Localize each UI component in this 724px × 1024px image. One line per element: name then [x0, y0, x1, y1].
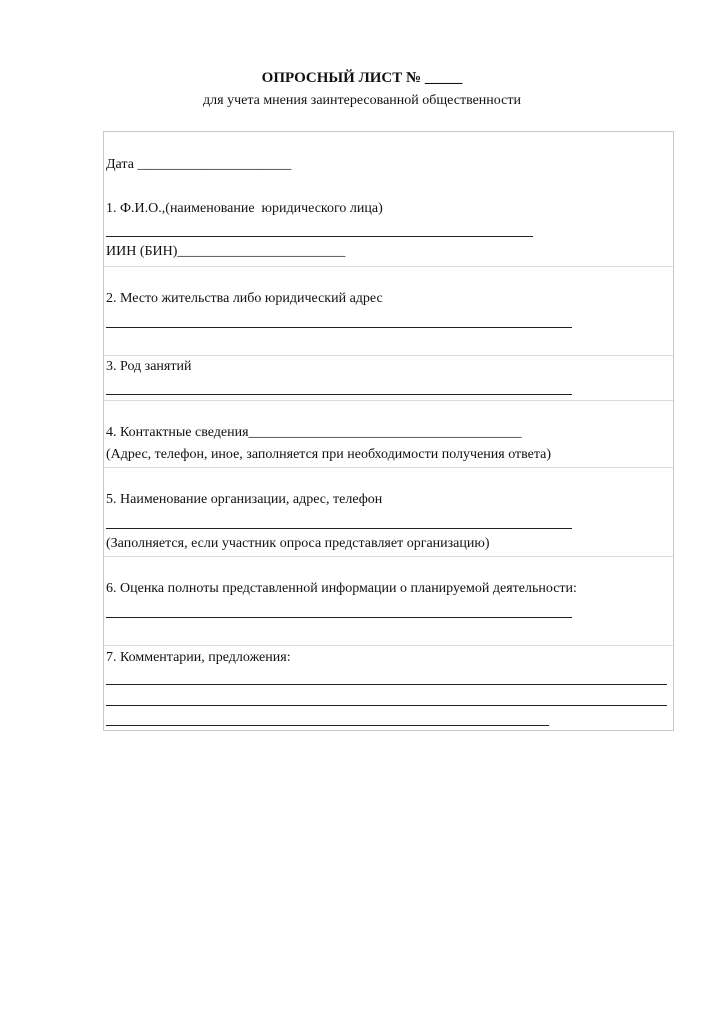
section-contacts [104, 401, 673, 468]
section-address [104, 267, 673, 356]
section-occupation [104, 356, 673, 401]
q5-answer-line[interactable] [106, 528, 572, 529]
iin-field[interactable]: ИИН (БИН)________________________ [106, 244, 346, 259]
q2-label: 2. Место жительства либо юридический адрес [106, 291, 383, 306]
section-organization [104, 468, 673, 557]
q7-answer-line-1[interactable] [106, 684, 667, 685]
q5-label: 5. Наименование организации, адрес, телефон [106, 492, 383, 507]
q7-label: 7. Комментарии, предложения: [106, 650, 291, 665]
date-field[interactable]: Дата ______________________ [106, 157, 292, 172]
section-assessment [104, 557, 673, 646]
questionnaire-form [103, 131, 674, 731]
q6-answer-line[interactable] [106, 617, 572, 618]
q1-answer-line[interactable] [106, 236, 533, 237]
section-comments [104, 646, 673, 730]
q3-label: 3. Род занятий [106, 359, 192, 374]
q4-label[interactable]: 4. Контактные сведения_______________________________________ [106, 425, 522, 440]
q1-label: 1. Ф.И.О.,(наименование юридического лица) [106, 201, 383, 216]
section-identity [104, 132, 673, 267]
q4-note: (Адрес, телефон, иное, заполняется при необходимости получения ответа) [106, 447, 552, 462]
form-subtitle: для учета мнения заинтересованной общественности [203, 93, 521, 108]
q5-note: (Заполняется, если участник опроса представляет организацию) [106, 536, 490, 551]
q2-answer-line[interactable] [106, 327, 572, 328]
q6-label: 6. Оценка полноты представленной информации о планируемой деятельности: [106, 581, 577, 596]
q3-answer-line[interactable] [106, 394, 572, 395]
form-title: ОПРОСНЫЙ ЛИСТ № _____ [261, 70, 463, 86]
q7-answer-line-2[interactable] [106, 705, 667, 706]
q7-answer-line-3[interactable] [106, 725, 549, 726]
